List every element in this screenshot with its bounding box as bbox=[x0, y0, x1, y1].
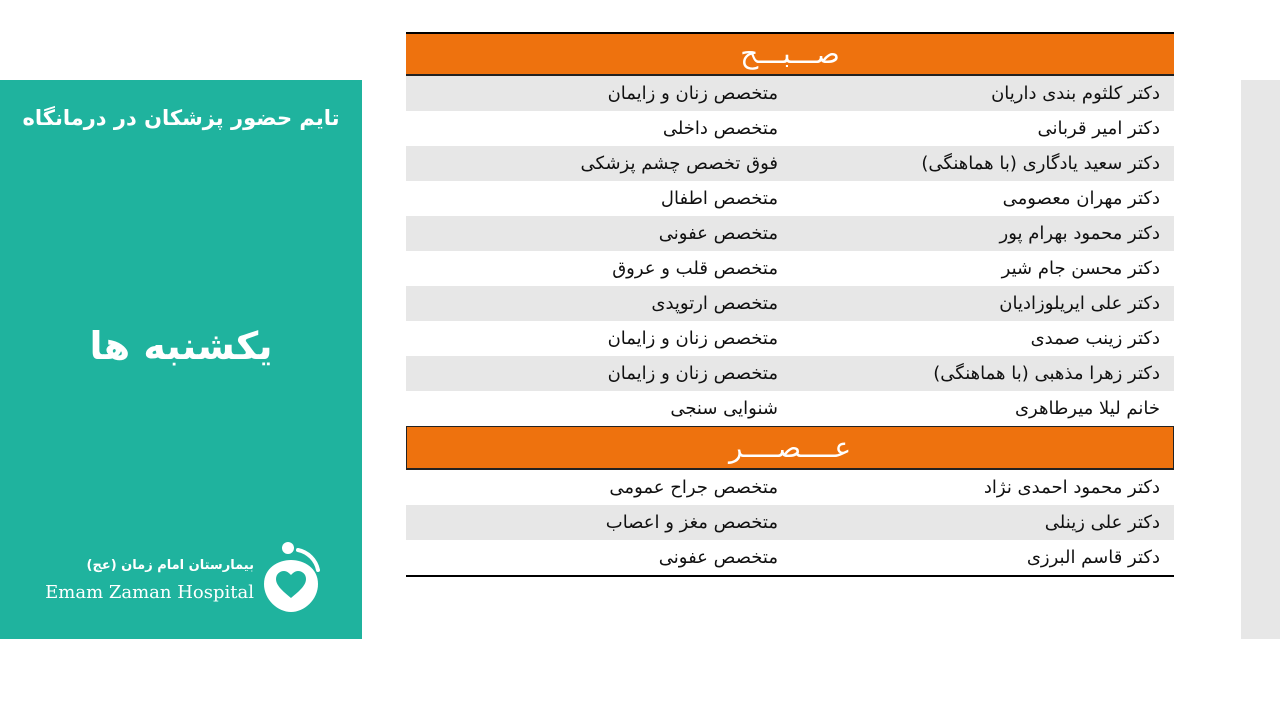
table-row bbox=[406, 321, 1174, 356]
doctor-name: دکتر مهران معصومی bbox=[1002, 188, 1160, 209]
table-row bbox=[406, 146, 1174, 181]
doctor-schedule-table bbox=[406, 32, 1174, 577]
table-row bbox=[406, 505, 1174, 540]
doctor-name: دکتر امیر قربانی bbox=[1037, 118, 1160, 139]
doctor-name: دکتر محمود احمدی نژاد bbox=[983, 477, 1160, 498]
specialty: متخصص داخلی bbox=[662, 118, 778, 139]
table-row bbox=[406, 76, 1174, 111]
table-row bbox=[406, 111, 1174, 146]
doctor-name: دکتر کلثوم بندی داریان bbox=[991, 83, 1160, 104]
specialty: متخصص زنان و زایمان bbox=[607, 363, 778, 384]
specialty: شنوایی سنجی bbox=[670, 398, 778, 419]
table-row bbox=[406, 391, 1174, 426]
specialty: متخصص اطفال bbox=[660, 188, 778, 209]
specialty: متخصص مغز و اعصاب bbox=[605, 512, 778, 533]
right-decorative-bar bbox=[1241, 80, 1280, 639]
evening-header: عــــصــــر bbox=[406, 426, 1174, 470]
table-row bbox=[406, 286, 1174, 321]
doctor-name: خانم لیلا میرطاهری bbox=[1014, 398, 1160, 419]
sidebar-panel bbox=[0, 80, 362, 639]
doctor-name: دکتر قاسم البرزی bbox=[1026, 547, 1160, 568]
doctor-name: دکتر سعید یادگاری (با هماهنگی) bbox=[921, 153, 1160, 174]
table-row bbox=[406, 216, 1174, 251]
specialty: متخصص عفونی bbox=[658, 547, 778, 568]
table-row bbox=[406, 181, 1174, 216]
specialty: متخصص زنان و زایمان bbox=[607, 83, 778, 104]
logo-name-en: Emam Zaman Hospital bbox=[45, 582, 254, 603]
doctor-name: دکتر علی ایریلوزادیان bbox=[999, 293, 1160, 314]
specialty: متخصص ارتوپدی bbox=[651, 293, 778, 314]
day-title: یکشنبه ها bbox=[89, 324, 273, 368]
hospital-logo bbox=[45, 540, 326, 618]
specialty: متخصص زنان و زایمان bbox=[607, 328, 778, 349]
doctor-name: دکتر علی زینلی bbox=[1044, 512, 1160, 533]
doctor-name: دکتر زینب صمدی bbox=[1030, 328, 1160, 349]
morning-header: صـــبـــح bbox=[406, 34, 1174, 76]
specialty: متخصص جراح عمومی bbox=[609, 477, 778, 498]
specialty: فوق تخصص چشم پزشکی bbox=[580, 153, 778, 174]
doctor-name: دکتر محمود بهرام پور bbox=[999, 223, 1160, 244]
table-row bbox=[406, 540, 1174, 575]
table-row bbox=[406, 470, 1174, 505]
doctor-name: دکتر زهرا مذهبی (با هماهنگی) bbox=[933, 363, 1160, 384]
page-subtitle: تایم حضور پزشکان در درمانگاه bbox=[22, 106, 340, 130]
specialty: متخصص قلب و عروق bbox=[612, 258, 778, 279]
table-row bbox=[406, 356, 1174, 391]
doctor-name: دکتر محسن جام شیر bbox=[1001, 258, 1160, 279]
table-row bbox=[406, 251, 1174, 286]
specialty: متخصص عفونی bbox=[658, 223, 778, 244]
logo-name-fa: بیمارستان امام زمان (عج) bbox=[86, 558, 254, 573]
hospital-heart-icon bbox=[258, 542, 324, 616]
